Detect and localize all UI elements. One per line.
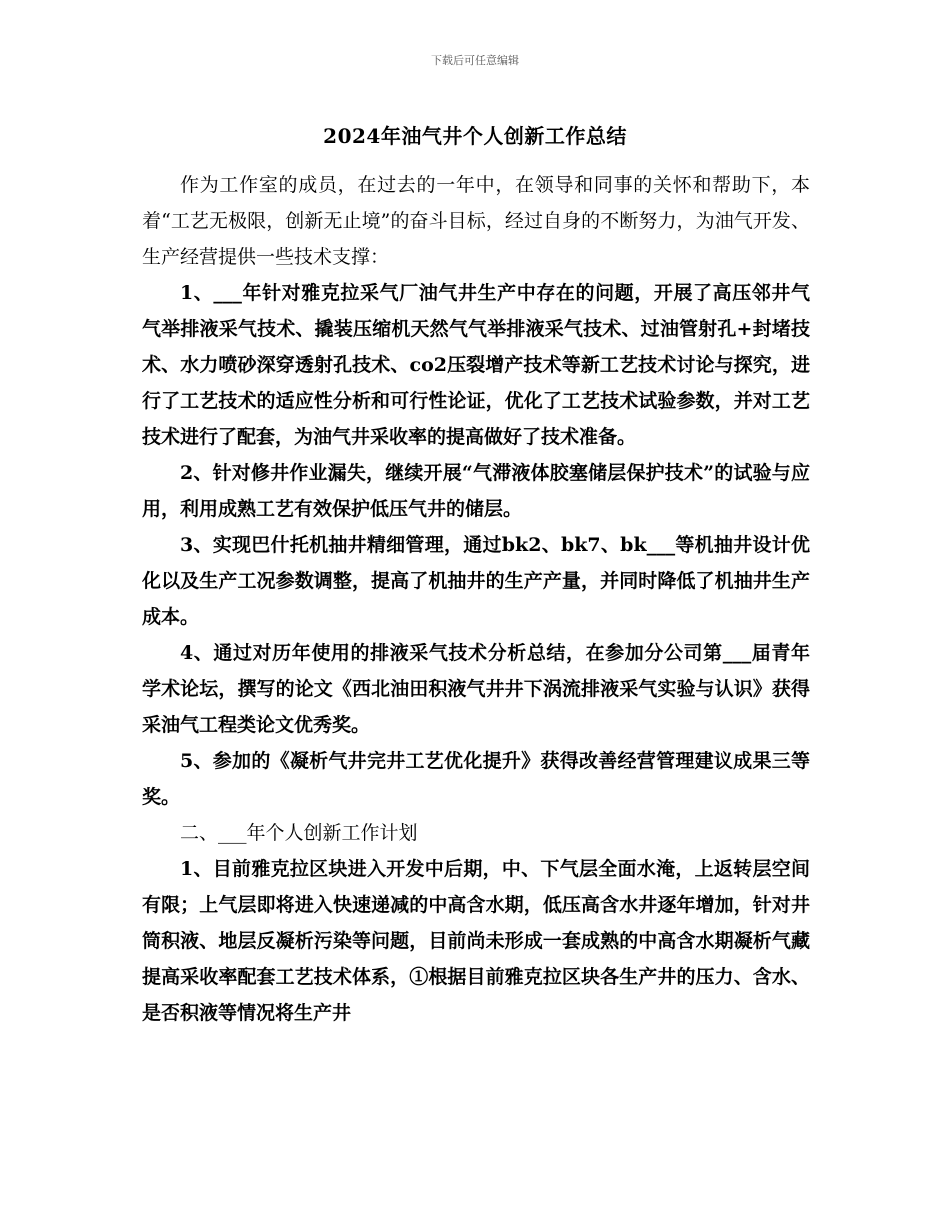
paragraph-item-4: 4、通过对历年使用的排液采气技术分析总结，在参加分公司第___届青年学术论坛，撰写的论文《西北油田积液气井井下涡流排液采气实验与认识》获得采油气工程类论文优秀奖。 xyxy=(142,642,810,736)
paragraph-item-5: 5、参加的《凝析气井完井工艺优化提升》获得改善经营管理建议成果三等奖。 xyxy=(142,750,810,808)
paragraph-item-1: 1、___年针对雅克拉采气厂油气井生产中存在的问题，开展了高压邻井气气举排液采气技术、撬装压缩机天然气气举排液采气技术、过油管射孔+封堵技术、水力喷砂深穿透射孔技术、co2压裂增产技术等新工艺技术讨论与探究，进行了工艺技术的适应性分析和可行性论证，优化了工艺技术试验参数，并对工艺技术进行了配套，为油气井采收率的提高做好了技术准备。 xyxy=(142,282,810,448)
document-body xyxy=(142,167,810,1031)
section-heading-plan: 二、___年个人创新工作计划 xyxy=(180,822,418,844)
paragraph-plan-1: 1、目前雅克拉区块进入开发中后期，中、下气层全面水淹，上返转层空间有限；上气层即将进入快速递减的中高含水期，低压高含水井逐年增加，针对井筒积液、地层反凝析污染等问题，目前尚未形成一套成熟的中高含水期凝析气藏提高采收率配套工艺技术体系，①根据目前雅克拉区块各生产井的压力、含水、是否积液等情况将生产井 xyxy=(142,858,810,1024)
header-note: 下载后可任意编辑 xyxy=(431,54,519,67)
paragraph-item-3: 3、实现巴什托机抽井精细管理，通过bk2、bk7、bk___等机抽井设计优化以及生产工况参数调整，提高了机抽井的生产产量，并同时降低了机抽井生产成本。 xyxy=(142,534,810,628)
paragraph-item-2: 2、针对修井作业漏失，继续开展“气滞液体胶塞储层保护技术”的试验与应用，利用成熟工艺有效保护低压气井的储层。 xyxy=(142,462,810,520)
paragraph-intro: 作为工作室的成员，在过去的一年中，在领导和同事的关怀和帮助下，本着“工艺无极限，创新无止境”的奋斗目标，经过自身的不断努力，为油气开发、生产经营提供一些技术支撑： xyxy=(142,174,810,268)
document-title: 2024年油气井个人创新工作总结 xyxy=(323,124,627,148)
